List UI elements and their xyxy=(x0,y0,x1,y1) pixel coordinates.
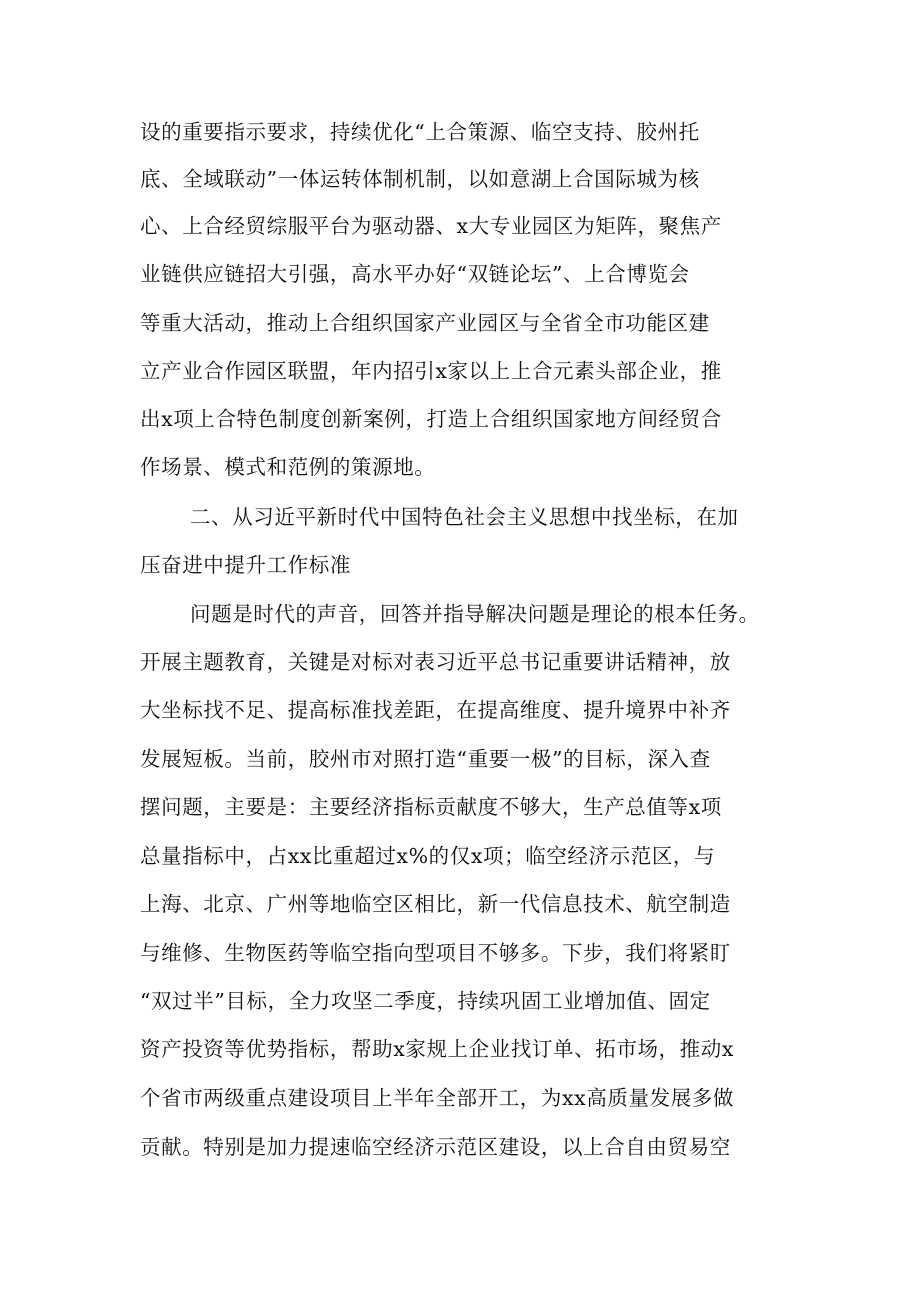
paragraph-line: 出x项上合特色制度创新案例，打造上合组织国家地方间经贸合 xyxy=(140,407,722,431)
paragraph-line: 问题是时代的声音，回答并指导解决问题是理论的根本任务。 xyxy=(190,602,760,626)
paragraph-line: 发展短板。当前，胶州市对照打造“重要一极”的目标，深入查 xyxy=(140,747,711,771)
paragraph-line: 总量指标中，占xx比重超过x%的仅x项；临空经济示范区，与 xyxy=(140,844,716,868)
paragraph-line: 摆问题，主要是：主要经济指标贡献度不够大，生产总值等x项 xyxy=(140,795,722,819)
paragraph-line: 作场景、模式和范例的策源地。 xyxy=(140,455,436,479)
section-heading-line: 二、从习近平新时代中国特色社会主义思想中找坐标，在加 xyxy=(190,505,739,529)
paragraph-line: 立产业合作园区联盟，年内招引x家以上上合元素头部企业，推 xyxy=(140,359,722,383)
paragraph-line: 资产投资等优势指标，帮助x家规上企业找订单、拓市场，推动x xyxy=(140,1037,735,1061)
section-heading-line: 压奋进中提升工作标准 xyxy=(140,553,351,577)
paragraph-line: 开展主题教育，关键是对标对表习近平总书记重要讲话精神，放 xyxy=(140,650,731,674)
paragraph-line: 设的重要指示要求，持续优化“上合策源、临空支持、胶州托 xyxy=(140,120,700,144)
paragraph-line: 与维修、生物医药等临空指向型项目不够多。下步，我们将紧盯 xyxy=(140,941,731,965)
paragraph-line: “双过半”目标，全力攻坚二季度，持续巩固工业增加值、固定 xyxy=(140,989,711,1013)
paragraph-line: 贡献。特别是加力提速临空经济示范区建设，以上合自由贸易空 xyxy=(140,1135,731,1159)
paragraph-line: 等重大活动，推动上合组织国家产业园区与全省全市功能区建 xyxy=(140,311,710,335)
paragraph-line: 大坐标找不足、提高标准找差距，在提高维度、提升境界中补齐 xyxy=(140,698,731,722)
paragraph-line: 底、全域联动”一体运转体制机制，以如意湖上合国际城为核 xyxy=(140,167,700,191)
paragraph-line: 心、上合经贸综服平台为驱动器、x大专业园区为矩阵，聚焦产 xyxy=(140,214,722,238)
paragraph-line: 个省市两级重点建设项目上半年全部开工，为xx高质量发展多做 xyxy=(140,1086,735,1110)
paragraph-line: 业链供应链招大引强，高水平办好“双链论坛”、上合博览会 xyxy=(140,262,690,286)
paragraph-line: 上海、北京、广州等地临空区相比，新一代信息技术、航空制造 xyxy=(140,892,731,916)
